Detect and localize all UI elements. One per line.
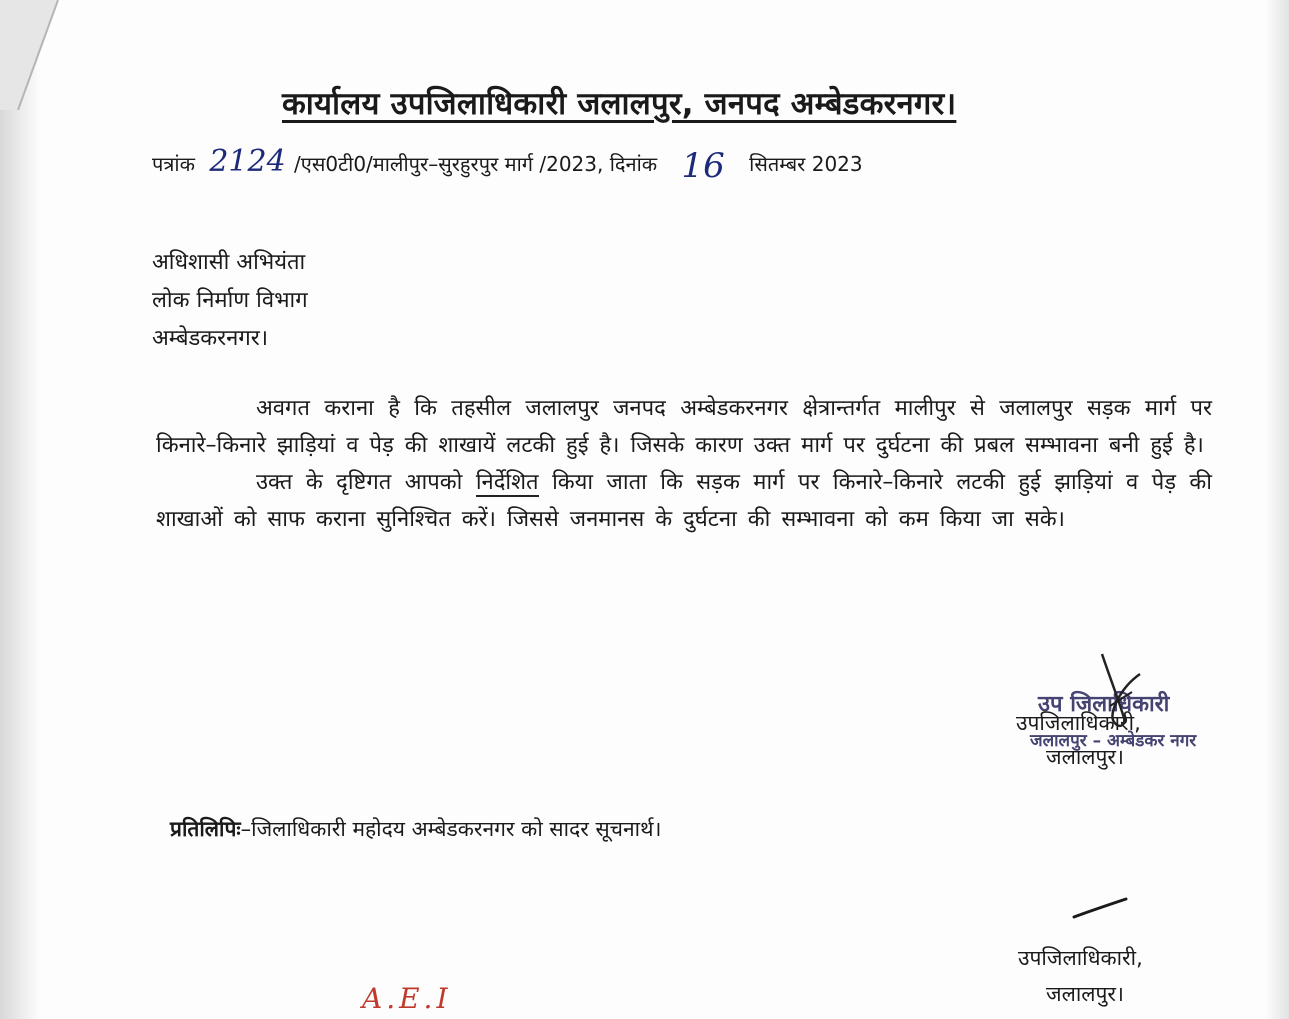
- left-page-edge: [0, 0, 40, 1019]
- official-stamp-title: उप जिलाधिकारी: [1038, 692, 1170, 717]
- body-paragraph-2: [156, 464, 1212, 538]
- underlined-word: निर्देशित: [475, 470, 539, 495]
- reference-prefix: पत्रांक: [152, 152, 195, 176]
- handwritten-signature-icon: [1080, 648, 1160, 738]
- addressee-line: अधिशासी अभियंता: [152, 250, 306, 275]
- signature-place: जलालपुर।: [1046, 745, 1124, 769]
- page-corner-fold: [0, 0, 70, 110]
- paragraph-2-lead: उक्त के दृष्टिगत आपको: [256, 470, 463, 495]
- handwritten-note: A.E.I: [362, 982, 452, 1015]
- copy-to-line: [170, 815, 661, 843]
- addressee-line: अम्बेडकरनगर।: [152, 326, 269, 351]
- initial-mark-icon: [1070, 893, 1130, 923]
- body-paragraph-1: अवगत कराना है कि तहसील जलालपुर जनपद अम्बेडकरनगर क्षेत्रान्तर्गत मालीपुर से जलालपुर सड़क मार्ग पर किनारे–किनारे झाड़ियां व पेड़ की शाखायें लटकी हुई है। जिसके कारण उक्त मार्ग पर दुर्घटना की प्रबल सम्भावना बनी हुई है।: [156, 396, 1212, 458]
- footer-signature-block: [1018, 940, 1143, 1012]
- right-page-edge: [1265, 0, 1289, 1019]
- official-stamp-place: जलालपुर – अम्बेडकर नगर: [1030, 731, 1197, 751]
- paragraph-2-rest: किया जाता कि सड़क मार्ग पर किनारे–किनारे लटकी हुई झाड़ियां व पेड़ की शाखाओं को साफ कराना सुनिश्चित करें। जिससे जनमानस के दुर्घटना की सम्भावना को कम किया जा सके।: [156, 470, 1213, 532]
- footer-designation: उपजिलाधिकारी,: [1018, 946, 1143, 970]
- addressee-block: [152, 244, 308, 358]
- footer-place: जलालपुर।: [1046, 982, 1124, 1006]
- letter-body: [156, 390, 1212, 538]
- letter-number: 2124: [209, 144, 286, 179]
- reference-line: [152, 140, 863, 186]
- reference-middle: /एस0टी0/मालीपुर–सुरहुरपुर मार्ग /2023, दिनांक: [294, 152, 658, 176]
- date-month-year: सितम्बर 2023: [749, 152, 863, 176]
- copy-text: –जिलाधिकारी महोदय अम्बेडकरनगर को सादर सूचनार्थ।: [240, 817, 662, 841]
- signature-designation: उपजिलाधिकारी,: [1016, 711, 1141, 735]
- addressee-line: लोक निर्माण विभाग: [152, 288, 308, 313]
- office-heading: कार्यालय उपजिलाधिकारी जलालपुर, जनपद अम्बेडकरनगर।: [282, 86, 957, 122]
- copy-label: प्रतिलिपिः: [170, 817, 241, 841]
- date-day: 16: [681, 146, 725, 186]
